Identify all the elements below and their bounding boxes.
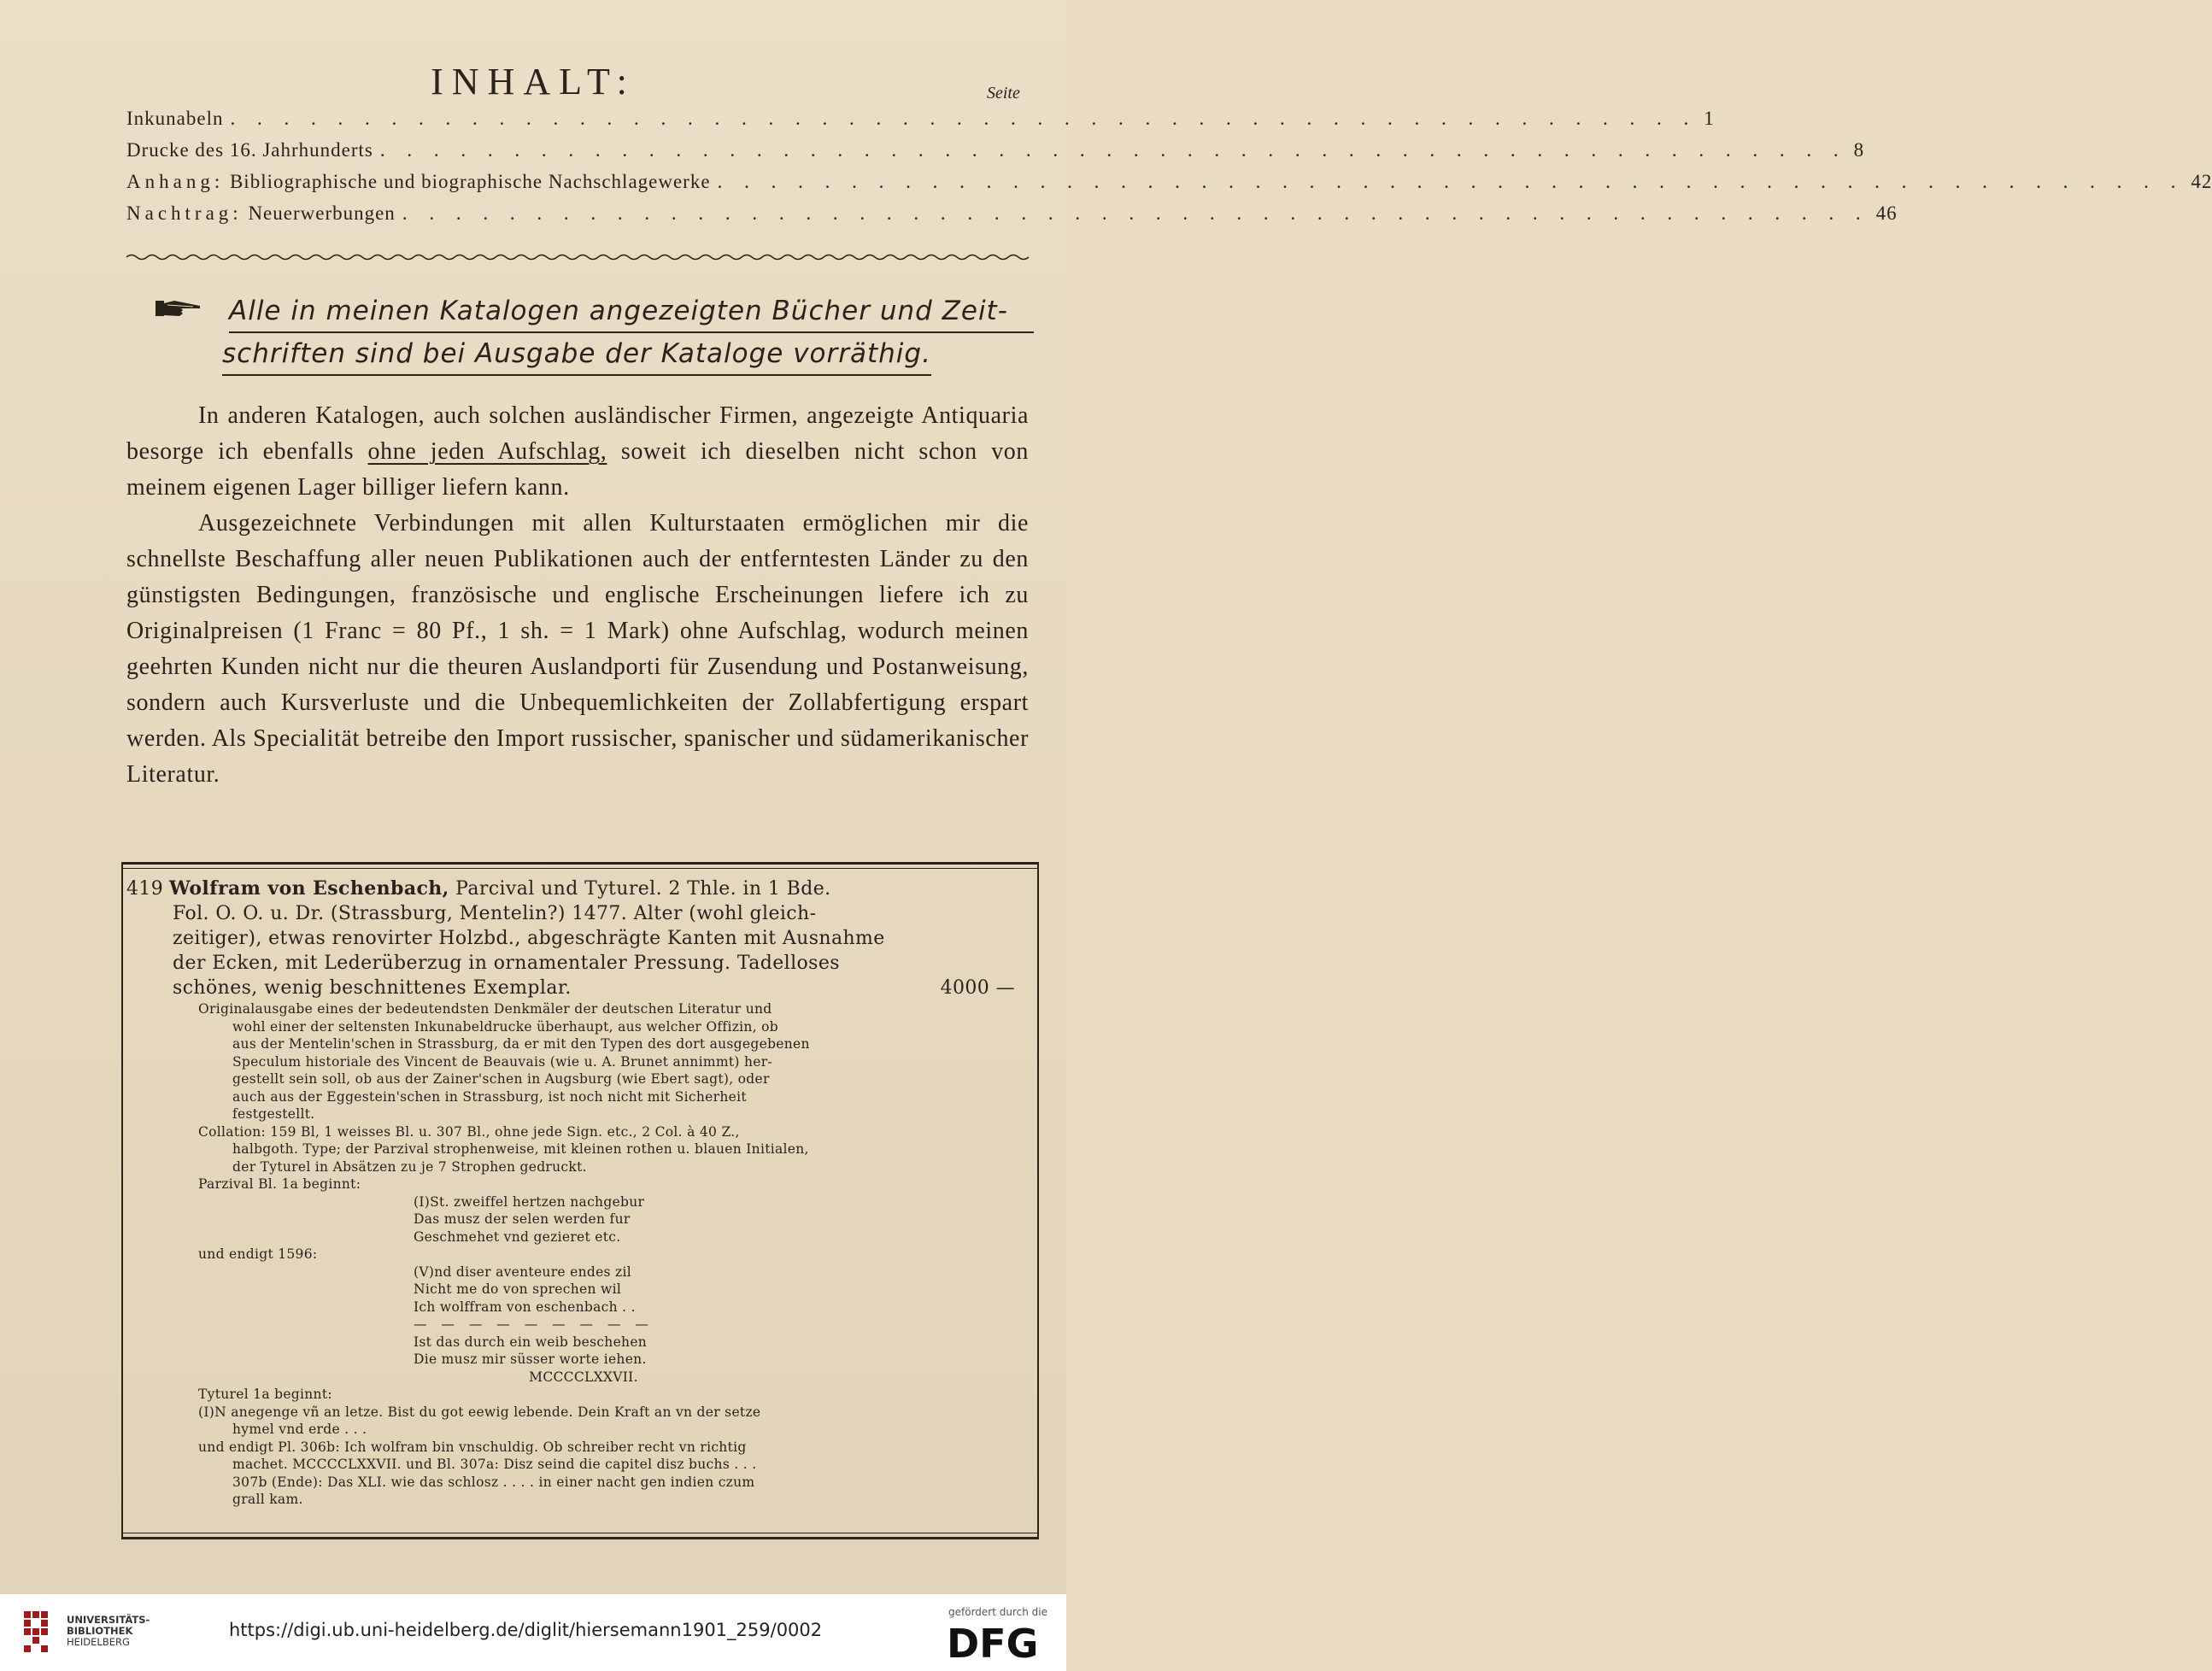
toc-leader-dots: . . . . . . . . . . . . . . . . . . . . . . . . . . . . . . . . . . . . . . . . . . . . . . . . . . . . . . . — [230, 108, 1698, 129]
notice-line: Alle in meinen Katalogen angezeigten Bücher und Zeit- — [229, 290, 1034, 333]
collation-line: Collation: 159 Bl, 1 weisses Bl. u. 307 Bl., ohne jede Sign. etc., 2 Col. à 40 Z., — [198, 1123, 740, 1140]
catalog-entry — [126, 877, 1015, 1509]
verse-line: Das musz der selen werden fur — [414, 1211, 631, 1227]
toc-entry — [126, 202, 1898, 234]
tyturel-line: und endigt Pl. 306b: Ich wolfram bin vnschuldig. Ob schreiber recht vn richtig — [198, 1439, 747, 1455]
verse-line: Nicht me do von sprechen wil — [414, 1281, 622, 1297]
entry-title: Parcival und Tyturel. 2 Thle. in 1 Bde. — [449, 878, 831, 900]
toc-entry — [126, 171, 2212, 202]
entry-heading — [126, 877, 1015, 901]
verse-line: Geschmehet vnd gezieret etc. — [414, 1228, 621, 1245]
paragraph: Ausgezeichnete Verbindungen mit allen Kulturstaaten ermöglichen mir die schnellste Beschaffung aller neuen Publikationen auch der entferntesten Länder zu den günstigsten Bedingungen, französische und englische Erscheinungen liefere ich zu Originalpreisen (1 Franc = 80 Pf., 1 sh. = 1 Mark) ohne Aufschlag, wodurch meinen geehrten Kunden nicht nur die theuren Auslandporti für Zusendung und Postanweisung, sondern auch Kursverluste und die Unbequemlichkeiten der Zollabfertigung erspart werden. Als Specialität betreibe den Import russischer, spanischer und südamerikanischer Literatur. — [126, 510, 1029, 788]
pointing-hand-icon — [155, 298, 202, 319]
toc-entry — [126, 139, 1865, 171]
verse-line: Die musz mir süsser worte iehen. — [414, 1351, 647, 1367]
toc-leader-dots: . . . . . . . . . . . . . . . . . . . . . . . . . . . . . . . . . . . . . . . . . . . . . . . . . . . . . . . — [402, 202, 1869, 224]
stock-notice — [222, 290, 1034, 376]
svg-text:DFG: DFG — [947, 1621, 1039, 1667]
underlined-phrase: ohne jeden Aufschlag, — [367, 438, 607, 465]
table-of-contents — [126, 108, 2212, 234]
note-line: aus der Mentelin'schen in Strassburg, da er mit den Typen des dort ausgegebenen — [232, 1036, 810, 1052]
document-url[interactable]: https://digi.ub.uni-heidelberg.de/diglit/hiersemann1901_259/0002 — [229, 1620, 823, 1640]
verse-line: Ich wolffram von eschenbach . . — [414, 1299, 636, 1315]
university-library-logo-icon — [24, 1611, 60, 1652]
note-line: auch aus der Eggestein'schen in Strassburg, ist noch nicht mit Sicherheit — [232, 1088, 747, 1105]
entry-line: zeitiger), etwas renovirter Holzbd., abgeschrägte Kanten mit Ausnahme — [173, 928, 885, 949]
tyturel-line: 307b (Ende): Das XLI. wie das schlosz . . . . in einer nacht gen indien czum — [232, 1474, 755, 1490]
toc-entry-page: 46 — [1875, 202, 1898, 224]
toc-leader-dots: . . . . . . . . . . . . . . . . . . . . . . . . . . . . . . . . . . . . . . . . . . . . . . . . . . . . . . . — [717, 171, 2185, 192]
tyturel-line: machet. MCCCCLXXVII. und Bl. 307a: Disz seind die capitel disz buchs . . . — [232, 1457, 757, 1472]
toc-entry-page: 42 — [2191, 171, 2212, 192]
entry-price: 4000 — — [940, 977, 1015, 999]
entry-description — [126, 877, 1015, 1000]
toc-entry-label: Drucke des 16. Jahrhunderts — [126, 139, 373, 161]
funder-caption: gefördert durch die — [948, 1606, 1047, 1618]
toc-entry-page: 1 — [1704, 108, 1715, 129]
note-line: festgestellt. — [232, 1106, 315, 1122]
library-name: UNIVERSITÄTS- BIBLIOTHEK HEIDELBERG — [67, 1614, 150, 1648]
paragraph: In anderen Katalogen, auch solchen ausländischer Firmen, angezeigte Antiquaria besorge ich ebenfalls ohne jeden Aufschlag, soweit ich dieselben nicht schon von meinem eigenen Lager billiger liefern kann. — [126, 402, 1029, 501]
explicit-heading: und endigt 1596: — [198, 1246, 318, 1262]
toc-entry-page: 8 — [1853, 139, 1865, 161]
tyturel-line: hymel vnd erde . . . — [232, 1422, 367, 1437]
verse-line: Ist das durch ein weib beschehen — [414, 1334, 648, 1350]
entry-author: Wolfram von Eschenbach, — [169, 877, 449, 900]
verse-line: (I)St. zweiffel hertzen nachgebur — [414, 1193, 645, 1210]
note-line: gestellt sein soll, ob aus der Zainer'schen in Augsburg (wie Ebert sagt), oder — [232, 1071, 770, 1087]
note-line: wohl einer der seltensten Inkunabeldrucke überhaupt, aus welcher Offizin, ob — [232, 1018, 779, 1035]
note-line: Originalausgabe eines der bedeutendsten Denkmäler der deutschen Literatur und — [198, 1001, 772, 1017]
toc-leader-dots: . . . . . . . . . . . . . . . . . . . . . . . . . . . . . . . . . . . . . . . . . . . . . . . . . . . . . . . — [379, 139, 1847, 161]
incipit-heading: Tyturel 1a beginnt: — [198, 1387, 332, 1402]
tyturel-line: grall kam. — [232, 1492, 303, 1507]
entry-price-row — [126, 976, 1015, 1000]
colophon-year: MCCCCLXXVII. — [529, 1369, 638, 1385]
toc-title: INHALT: — [431, 61, 636, 103]
toc-entry-label: Nachtrag: Neuerwerbungen — [126, 202, 396, 224]
entry-line: der Ecken, mit Lederüberzug in ornamentaler Pressung. Tadelloses — [173, 953, 840, 974]
incipit-heading: Parzival Bl. 1a beginnt: — [198, 1176, 361, 1192]
note-line: Speculum historiale des Vincent de Beauvais (wie u. A. Brunet annimmt) her- — [232, 1053, 772, 1070]
collation-line: der Tyturel in Absätzen zu je 7 Strophen gedruckt. — [232, 1158, 587, 1175]
toc-entry-label: Anhang: Bibliographische und biographische Nachschlagewerke — [126, 171, 711, 192]
toc-entry-label: Inkunabeln — [126, 108, 224, 129]
toc-entry — [126, 108, 1715, 139]
body-text — [126, 398, 1029, 793]
entry-number: 419 — [126, 878, 164, 900]
entry-line: schönes, wenig beschnittenes Exemplar. — [173, 977, 572, 999]
collation-line: halbgoth. Type; der Parzival strophenweise, mit kleinen rothen u. blauen Initialen, — [232, 1141, 809, 1157]
dash-separator: — — — — — — — — — — [414, 1316, 654, 1332]
entry-line: Fol. O. O. u. Dr. (Strassburg, Mentelin?) 1477. Alter (wohl gleich- — [173, 903, 817, 924]
viewer-footer — [0, 1594, 1066, 1671]
notice-line: schriften sind bei Ausgabe der Kataloge vorräthig. — [222, 333, 931, 376]
wavy-divider — [126, 253, 1029, 261]
tyturel-line: (I)N anegenge vñ an letze. Bist du got eewig lebende. Dein Kraft an vn der setze — [198, 1404, 761, 1420]
entry-notes — [126, 1000, 1015, 1509]
dfg-logo-icon — [947, 1620, 1049, 1667]
verse-line: (V)nd diser aventeure endes zil — [414, 1264, 632, 1280]
page-column-header: Seite — [987, 84, 1020, 103]
